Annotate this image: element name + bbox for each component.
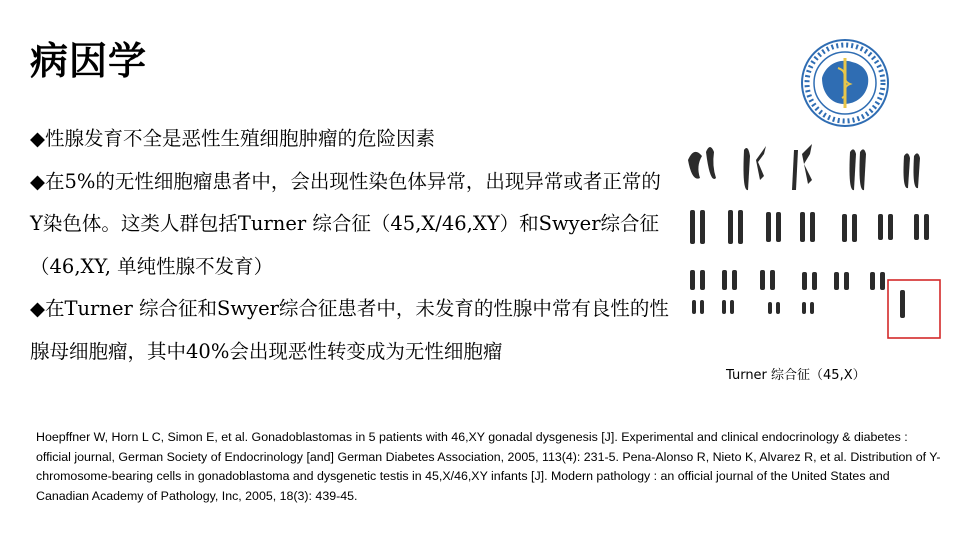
- slide-title: 病因学: [30, 39, 148, 83]
- paragraph-sex-chromosome: ◆在5%的无性细胞瘤患者中，会出现性染色体异常，出现异常或者正常的Y染色体。这类人群包括Turner 综合征（45,X/46,XY）和Swyer综合征（46,XY, 单纯性腺不发育）: [30, 169, 661, 278]
- paragraph-gonadoblastoma: ◆在Turner 综合征和Swyer综合征患者中，未发育的性腺中常有良性的性腺母细胞瘤，其中40%会出现恶性转变成为无性细胞瘤: [30, 297, 669, 363]
- figure-caption: Turner 综合征（45,X）: [726, 368, 866, 383]
- references: Hoepffner W, Horn L C, Simon E, et al. Gonadoblastomas in 5 patients with 46,XY gonadal dysgenesis [J]. Experimental and clinical endocrinology & diabetes : official journal, German Society of Endocrinology [and] German Diabetes Association, 2005, 113(4): 231-5. Pena-Alonso R, Nieto K, Alvarez R, et al. Distribution of Y-chromosome-bearing cells in gonadoblastoma and dysgenetic testis in 45,X/46,XY infants [J]. Modern pathology : an official journal of the United States and Canadian Academy of Pathology, Inc, 2005, 18(3): 439-45.: [36, 430, 941, 503]
- society-seal-logo: [800, 38, 890, 128]
- paragraph-risk-factor: ◆性腺发育不全是恶性生殖细胞肿瘤的危险因素: [30, 127, 435, 150]
- karyotype-image: [682, 130, 948, 350]
- body-text: [30, 118, 670, 373]
